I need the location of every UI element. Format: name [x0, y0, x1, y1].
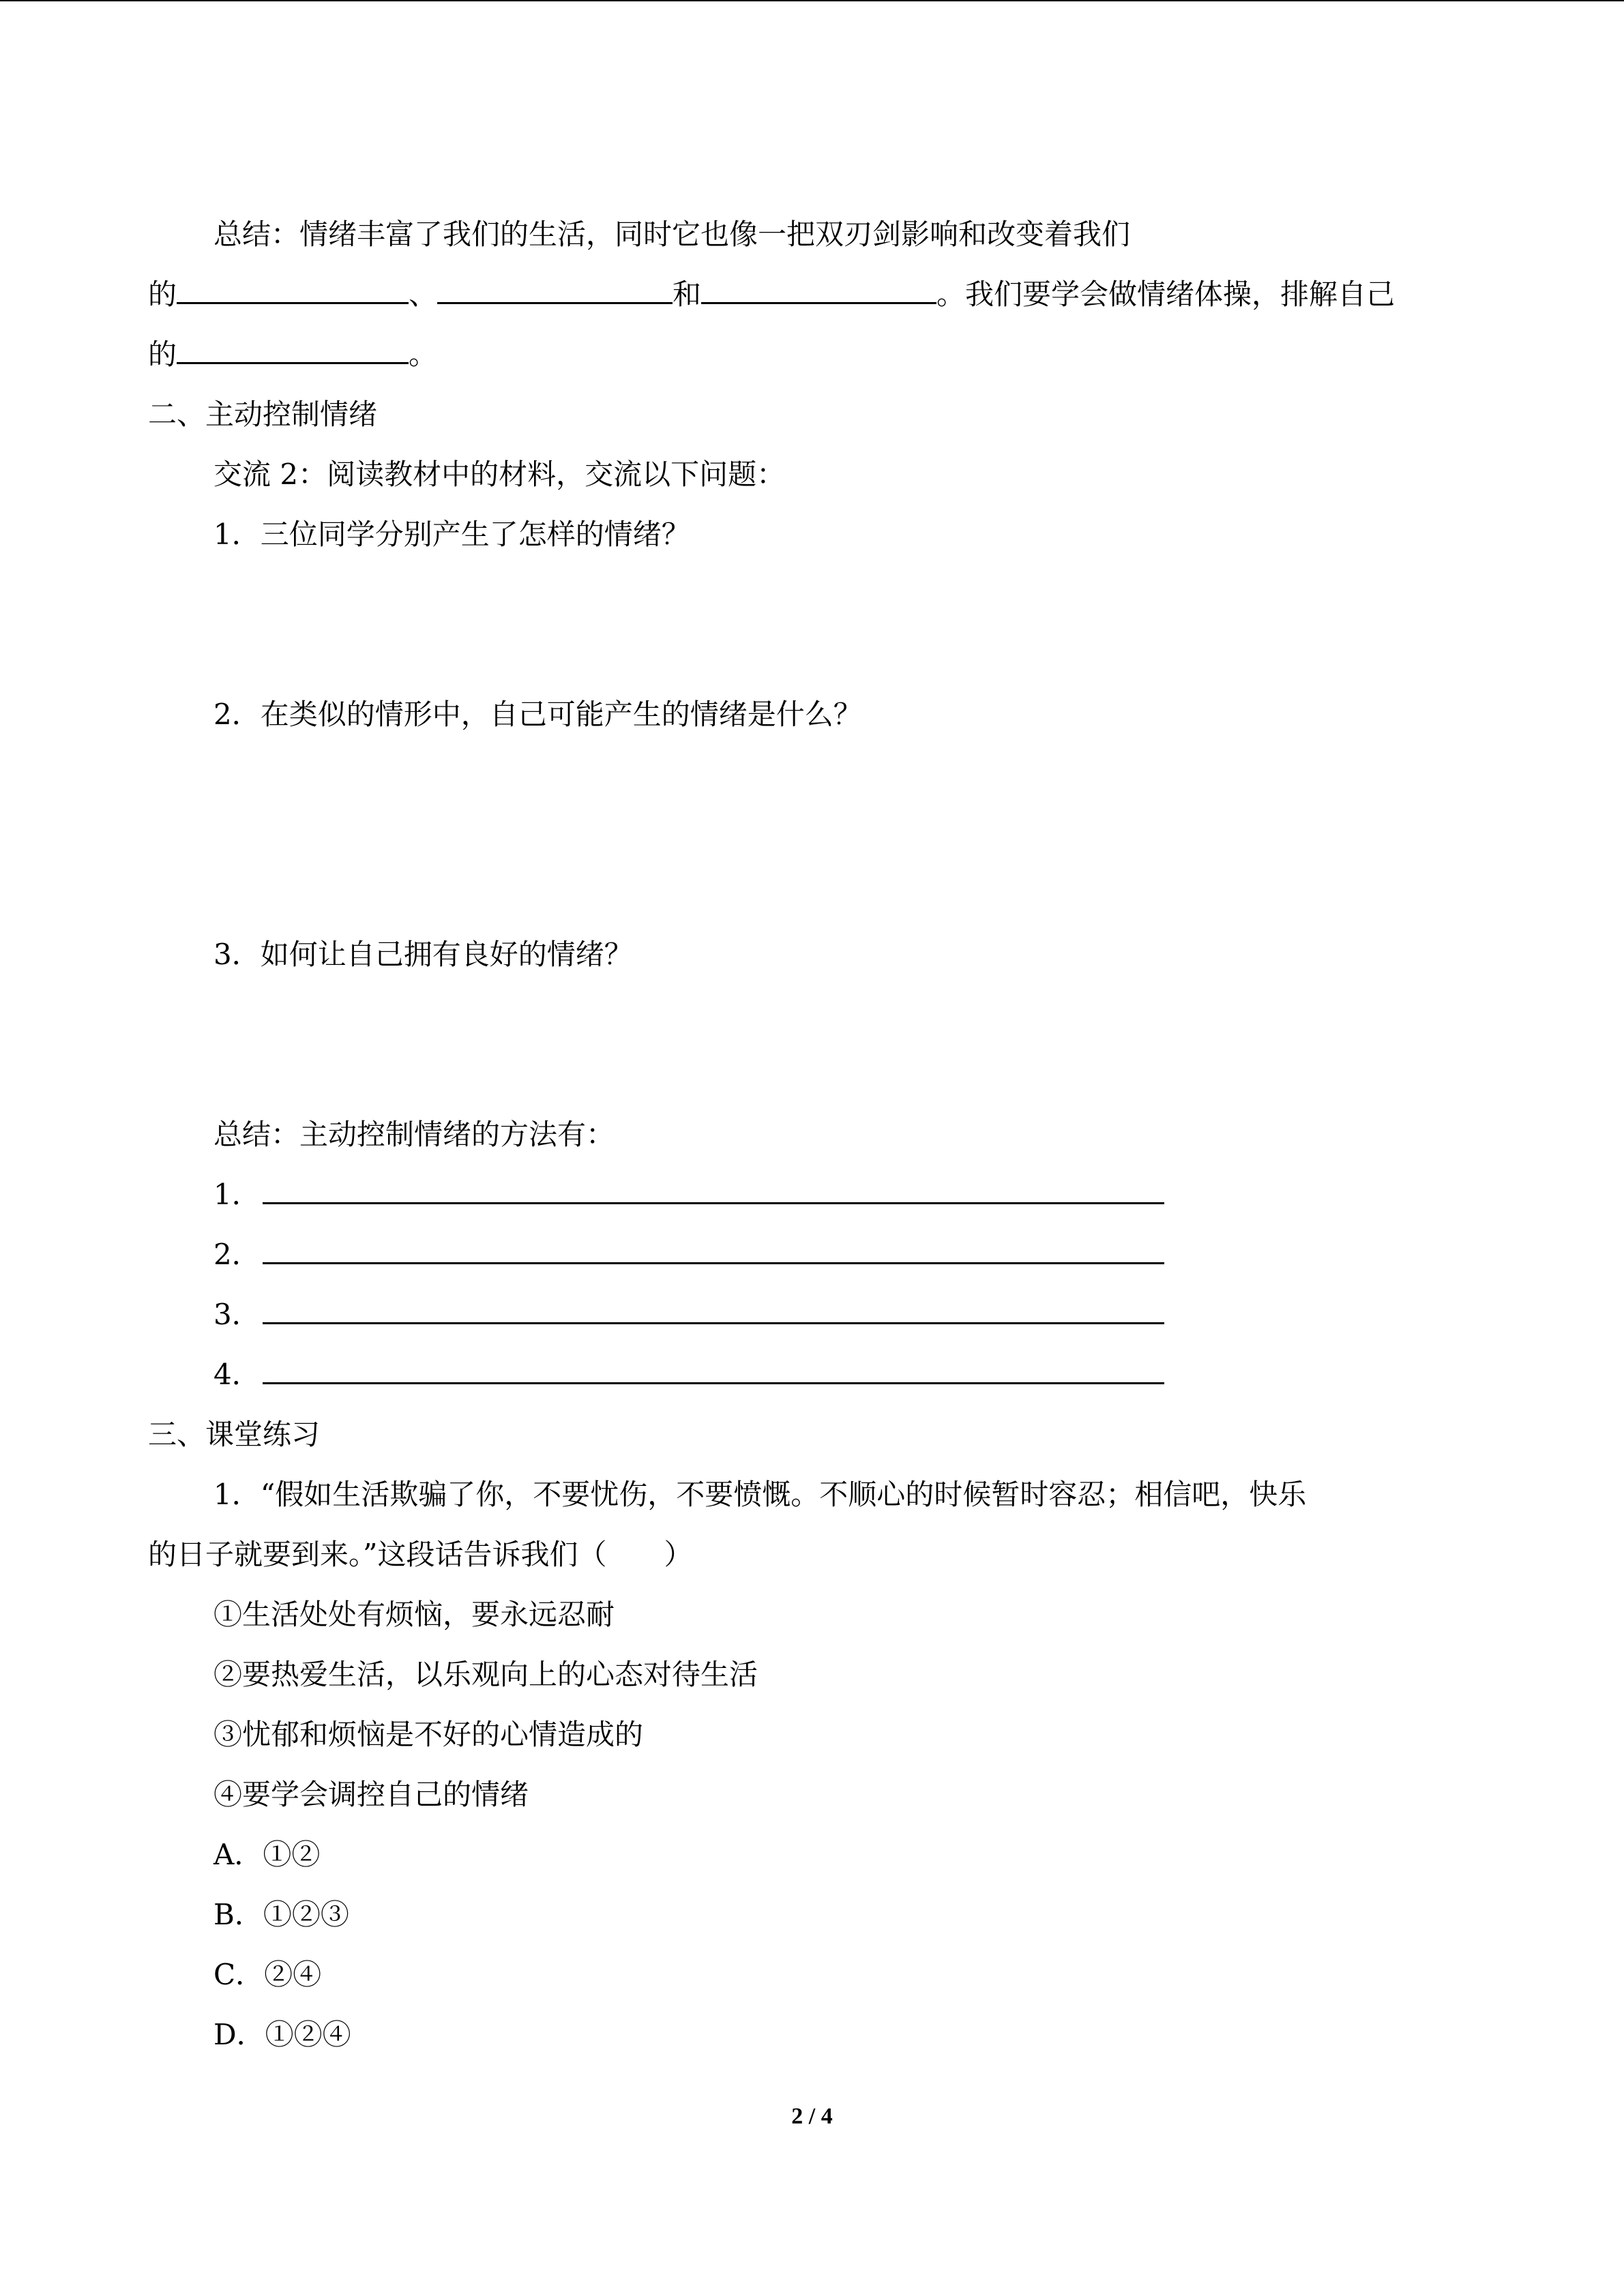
summary-prefix: 的: [148, 278, 177, 311]
question-1: 1．三位同学分别产生了怎样的情绪？: [213, 518, 690, 551]
method-line-3: [213, 1297, 1164, 1332]
exercise-question-line-2: 的日子就要到来。”这段话告诉我们（ ）: [148, 1538, 693, 1571]
method-number: 2．: [213, 1238, 261, 1271]
question-2: 2．在类似的情形中，自己可能产生的情绪是什么？: [213, 698, 862, 731]
option-b[interactable]: B．①②③: [213, 1898, 349, 1931]
method-number: 1．: [213, 1178, 261, 1211]
section-heading-2: 二、主动控制情绪: [148, 398, 378, 431]
statement-3: ③忧郁和烦恼是不好的心情造成的: [213, 1718, 644, 1751]
blank-field-2[interactable]: [437, 279, 673, 304]
statement-1: ①生活处处有烦恼，要永远忍耐: [213, 1598, 615, 1631]
summary-suffix: 。我们要学会做情绪体操，排解自己: [936, 278, 1396, 311]
statement-2: ②要热爱生活，以乐观向上的心态对待生活: [213, 1658, 758, 1691]
exchange-prompt: 交流 2：阅读教材中的材料，交流以下问题：: [213, 458, 786, 491]
summary-line-2: [148, 277, 1395, 312]
blank-field-3[interactable]: [701, 279, 936, 304]
separator-1: 、: [409, 278, 438, 311]
page-top-border: [0, 0, 1624, 1]
option-a[interactable]: A．①②: [213, 1838, 321, 1871]
section-heading-3: 三、课堂练习: [148, 1418, 321, 1451]
methods-summary: 总结：主动控制情绪的方法有：: [213, 1118, 615, 1151]
blank-field-1[interactable]: [177, 279, 409, 304]
method-blank-4[interactable]: [263, 1359, 1164, 1384]
exercise-question-line-1: 1．“假如生活欺骗了你，不要忧伤，不要愤慨。不顺心的时候暂时容忍；相信吧，快乐: [213, 1478, 1307, 1511]
summary-end: 。: [409, 338, 438, 371]
method-line-2: [213, 1237, 1164, 1272]
separator-2: 和: [673, 278, 702, 311]
page-number: 2 / 4: [791, 2104, 833, 2129]
option-d[interactable]: D．①②④: [213, 2018, 351, 2051]
question-3: 3．如何让自己拥有良好的情绪？: [213, 938, 633, 971]
method-number: 4．: [213, 1358, 261, 1391]
method-line-1: [213, 1177, 1164, 1212]
method-blank-1[interactable]: [263, 1179, 1164, 1204]
blank-field-4[interactable]: [177, 339, 409, 364]
statement-4: ④要学会调控自己的情绪: [213, 1778, 529, 1811]
summary-line-3: [148, 337, 437, 372]
method-blank-2[interactable]: [263, 1239, 1164, 1264]
summary-prefix-2: 的: [148, 338, 177, 371]
method-line-4: [213, 1357, 1164, 1392]
method-number: 3．: [213, 1298, 261, 1331]
option-c[interactable]: C．②④: [213, 1958, 322, 1991]
method-blank-3[interactable]: [263, 1299, 1164, 1324]
summary-line-1: 总结：情绪丰富了我们的生活，同时它也像一把双刃剑影响和改变着我们: [213, 218, 1131, 251]
